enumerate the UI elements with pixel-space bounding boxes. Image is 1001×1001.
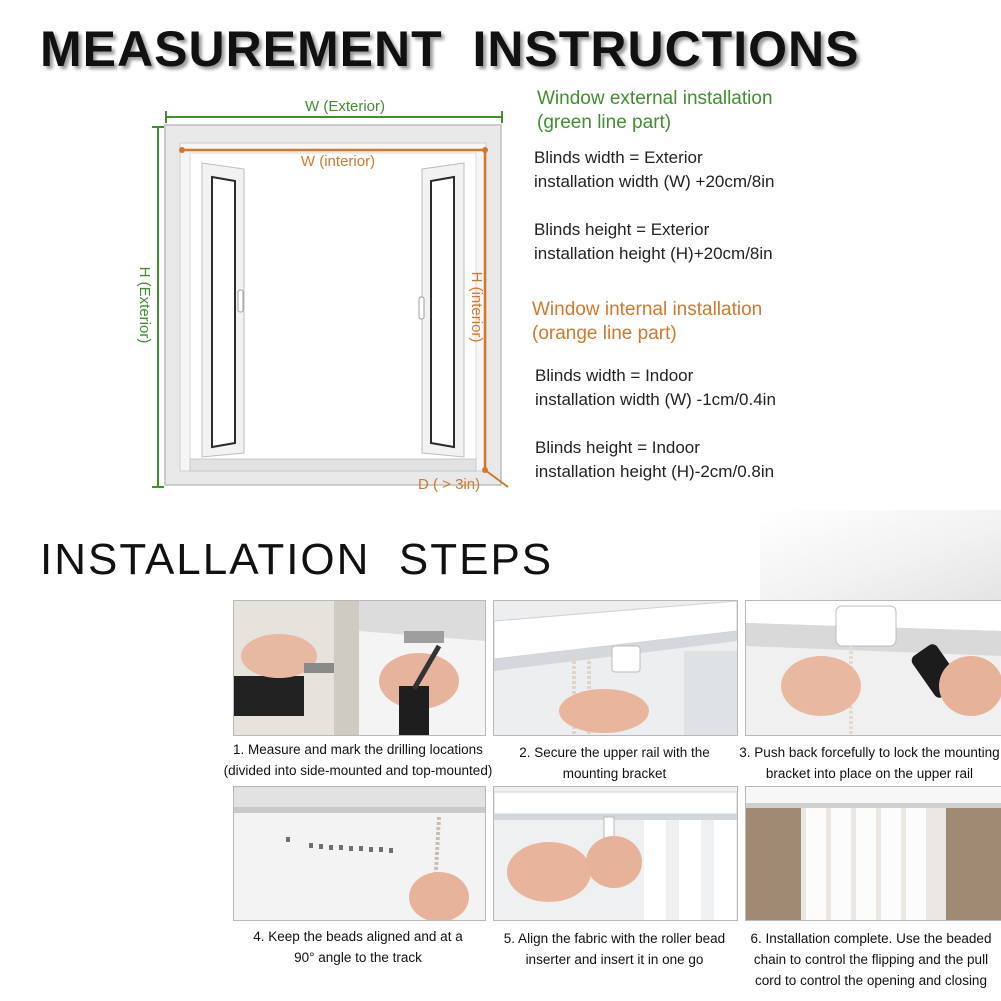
- external-heading-1: Window external installation: [537, 88, 773, 109]
- depth-label: D ( > 3in): [418, 476, 481, 493]
- step-1-line-2: (divided into side-mounted and top-mounted): [223, 763, 493, 778]
- step-4-caption: [222, 926, 494, 968]
- step-6-line-1: 6. Installation complete. Use the beaded: [750, 931, 992, 946]
- step-5-caption: [493, 928, 736, 970]
- h-exterior-label: H (Exterior): [136, 266, 153, 344]
- external-height-1: Blinds height = Exterior: [534, 220, 710, 239]
- step-3-line-1: 3. Push back forcefully to lock the mounting: [739, 745, 1000, 760]
- measurement-title: MEASUREMENT INSTRUCTIONS: [40, 21, 860, 77]
- step-6-photo: [745, 786, 1001, 921]
- w-exterior-label: W (Exterior): [305, 98, 385, 115]
- internal-height-1: Blinds height = Indoor: [535, 438, 700, 457]
- internal-width-2: installation width (W) -1cm/0.4in: [535, 390, 776, 409]
- step-4-line-1: 4. Keep the beads aligned and at a: [253, 929, 463, 944]
- step-3-caption: [738, 742, 1001, 784]
- step-4-photo: [233, 786, 486, 921]
- step-2-line-1: 2. Secure the upper rail with the: [519, 745, 710, 760]
- step-3-line-2: bracket into place on the upper rail: [765, 766, 974, 781]
- step-2-line-2: mounting bracket: [562, 766, 667, 781]
- step-2-caption: [493, 742, 736, 784]
- left-handle: [238, 290, 243, 312]
- step-6-line-2: chain to control the flipping and the pull: [753, 952, 989, 967]
- step-6-caption: [741, 928, 1001, 991]
- step-1-line-1: 1. Measure and mark the drilling locations: [233, 742, 483, 757]
- h-interior-label: H (interior): [468, 271, 485, 343]
- external-width-2: installation width (W) +20cm/8in: [534, 172, 775, 191]
- external-width-1: Blinds width = Exterior: [534, 148, 703, 167]
- background-ceiling: [760, 510, 1001, 600]
- installation-title: INSTALLATION STEPS: [40, 535, 554, 584]
- internal-height-2: installation height (H)-2cm/0.8in: [535, 462, 775, 481]
- left-sash-glass: [212, 177, 235, 447]
- internal-width-1: Blinds width = Indoor: [535, 366, 694, 385]
- right-handle: [419, 297, 424, 319]
- step-6-line-3: cord to control the opening and closing: [755, 973, 987, 988]
- internal-heading-2: (orange line part): [532, 323, 677, 344]
- step-3-photo: [745, 600, 1001, 736]
- step-1-photo: [233, 600, 486, 736]
- step-5-photo: [493, 786, 738, 921]
- external-height-2: installation height (H)+20cm/8in: [534, 244, 773, 263]
- external-heading-2: (green line part): [537, 112, 672, 133]
- w-interior-label: W (interior): [300, 153, 376, 170]
- window-sill: [190, 459, 476, 471]
- step-2-photo: [493, 600, 738, 736]
- step-5-line-1: 5. Align the fabric with the roller bead: [503, 931, 726, 946]
- step-1-caption: [222, 739, 494, 781]
- right-sash-glass: [431, 177, 454, 447]
- step-5-line-2: inserter and insert it in one go: [525, 952, 704, 967]
- window-measurement-diagram: [120, 85, 520, 500]
- internal-heading-1: Window internal installation: [532, 299, 763, 320]
- step-4-line-2: 90° angle to the track: [294, 950, 422, 965]
